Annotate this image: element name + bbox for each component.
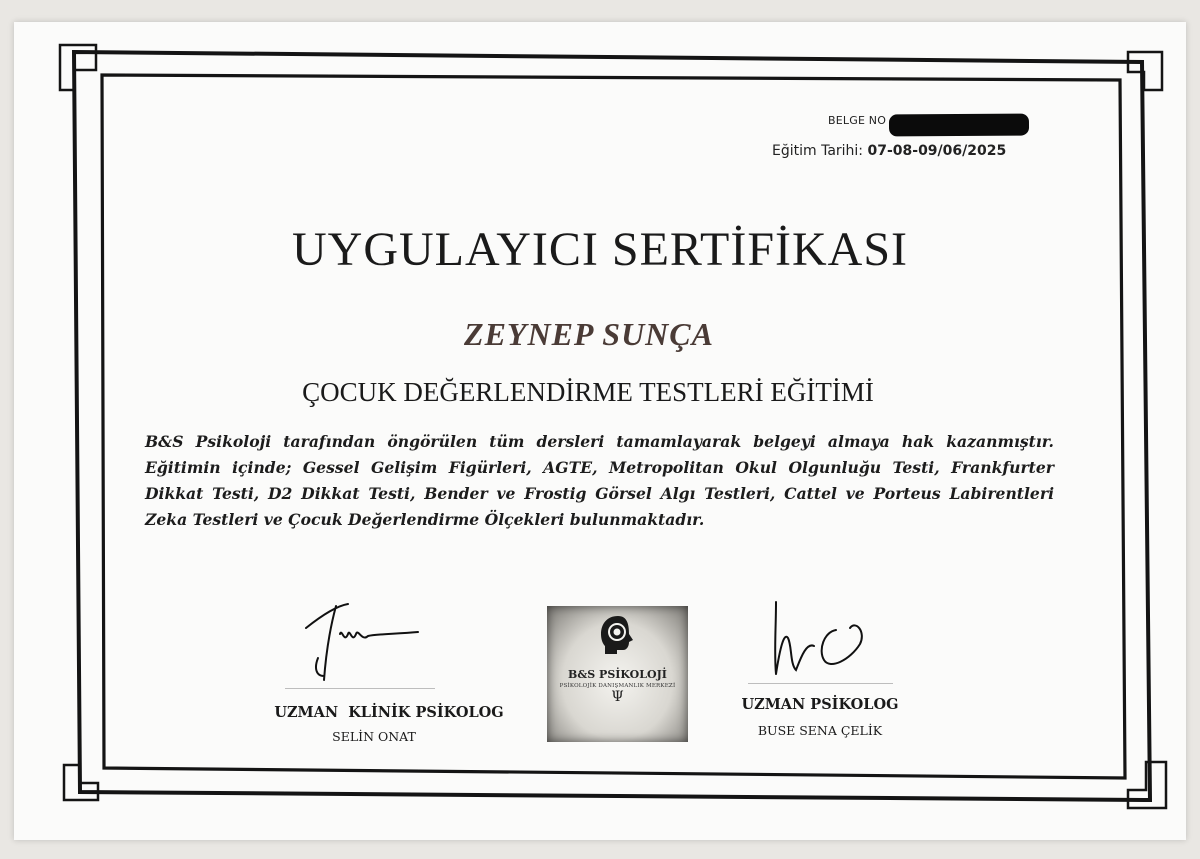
signatory-left-role: UZMAN KLİNİK PSİKOLOG (274, 704, 504, 721)
training-date (772, 143, 1006, 159)
redacted-document-number (889, 114, 1029, 137)
recipient-name: ZEYNEP SUNÇA (464, 316, 714, 352)
signatory-right-name: BUSE SENA ÇELİK (757, 723, 883, 738)
signatory-left-name: SELİN ONAT (332, 729, 416, 744)
signature-right (766, 598, 876, 682)
company-logo (547, 606, 688, 742)
training-date-value: 07-08-09/06/2025 (867, 143, 1007, 159)
logo-subtitle: PSİKOLOJİK DANIŞMANLIK MERKEZİ (559, 683, 676, 689)
document-number-label: BELGE NO (828, 114, 887, 127)
psi-symbol: Ψ (611, 689, 624, 705)
certificate-title: UYGULAYICI SERTİFİKASI (291, 223, 909, 276)
signature-line-right (748, 683, 893, 684)
logo-name: B&S PSİKOLOJİ (568, 668, 667, 681)
head-profile-icon (595, 612, 641, 658)
signatory-right-role: UZMAN PSİKOLOG (741, 696, 899, 713)
signature-left (296, 598, 426, 688)
course-title: ÇOCUK DEĞERLENDİRME TESTLERİ EĞİTİMİ (302, 377, 874, 407)
certificate-body: B&S Psikoloji tarafından öngörülen tüm dersleri tamamlayarak belgeyi almaya hak kazanmıştır. Eğitimin içinde; Gessel Gelişim Figürleri, AGTE, Metropolitan Okul Olgunluğu Testi, Frankfurter Dikkat Testi, D2 Dikkat Testi, Bender ve Frostig Görsel Algı Testleri, Cattel ve Porteus Labirentleri Zeka Testleri ve Çocuk Değerlendirme Ölçekleri bulunmaktadır. (145, 432, 1054, 529)
training-date-label: Eğitim Tarihi: (772, 143, 864, 159)
signature-line-left (285, 688, 435, 689)
